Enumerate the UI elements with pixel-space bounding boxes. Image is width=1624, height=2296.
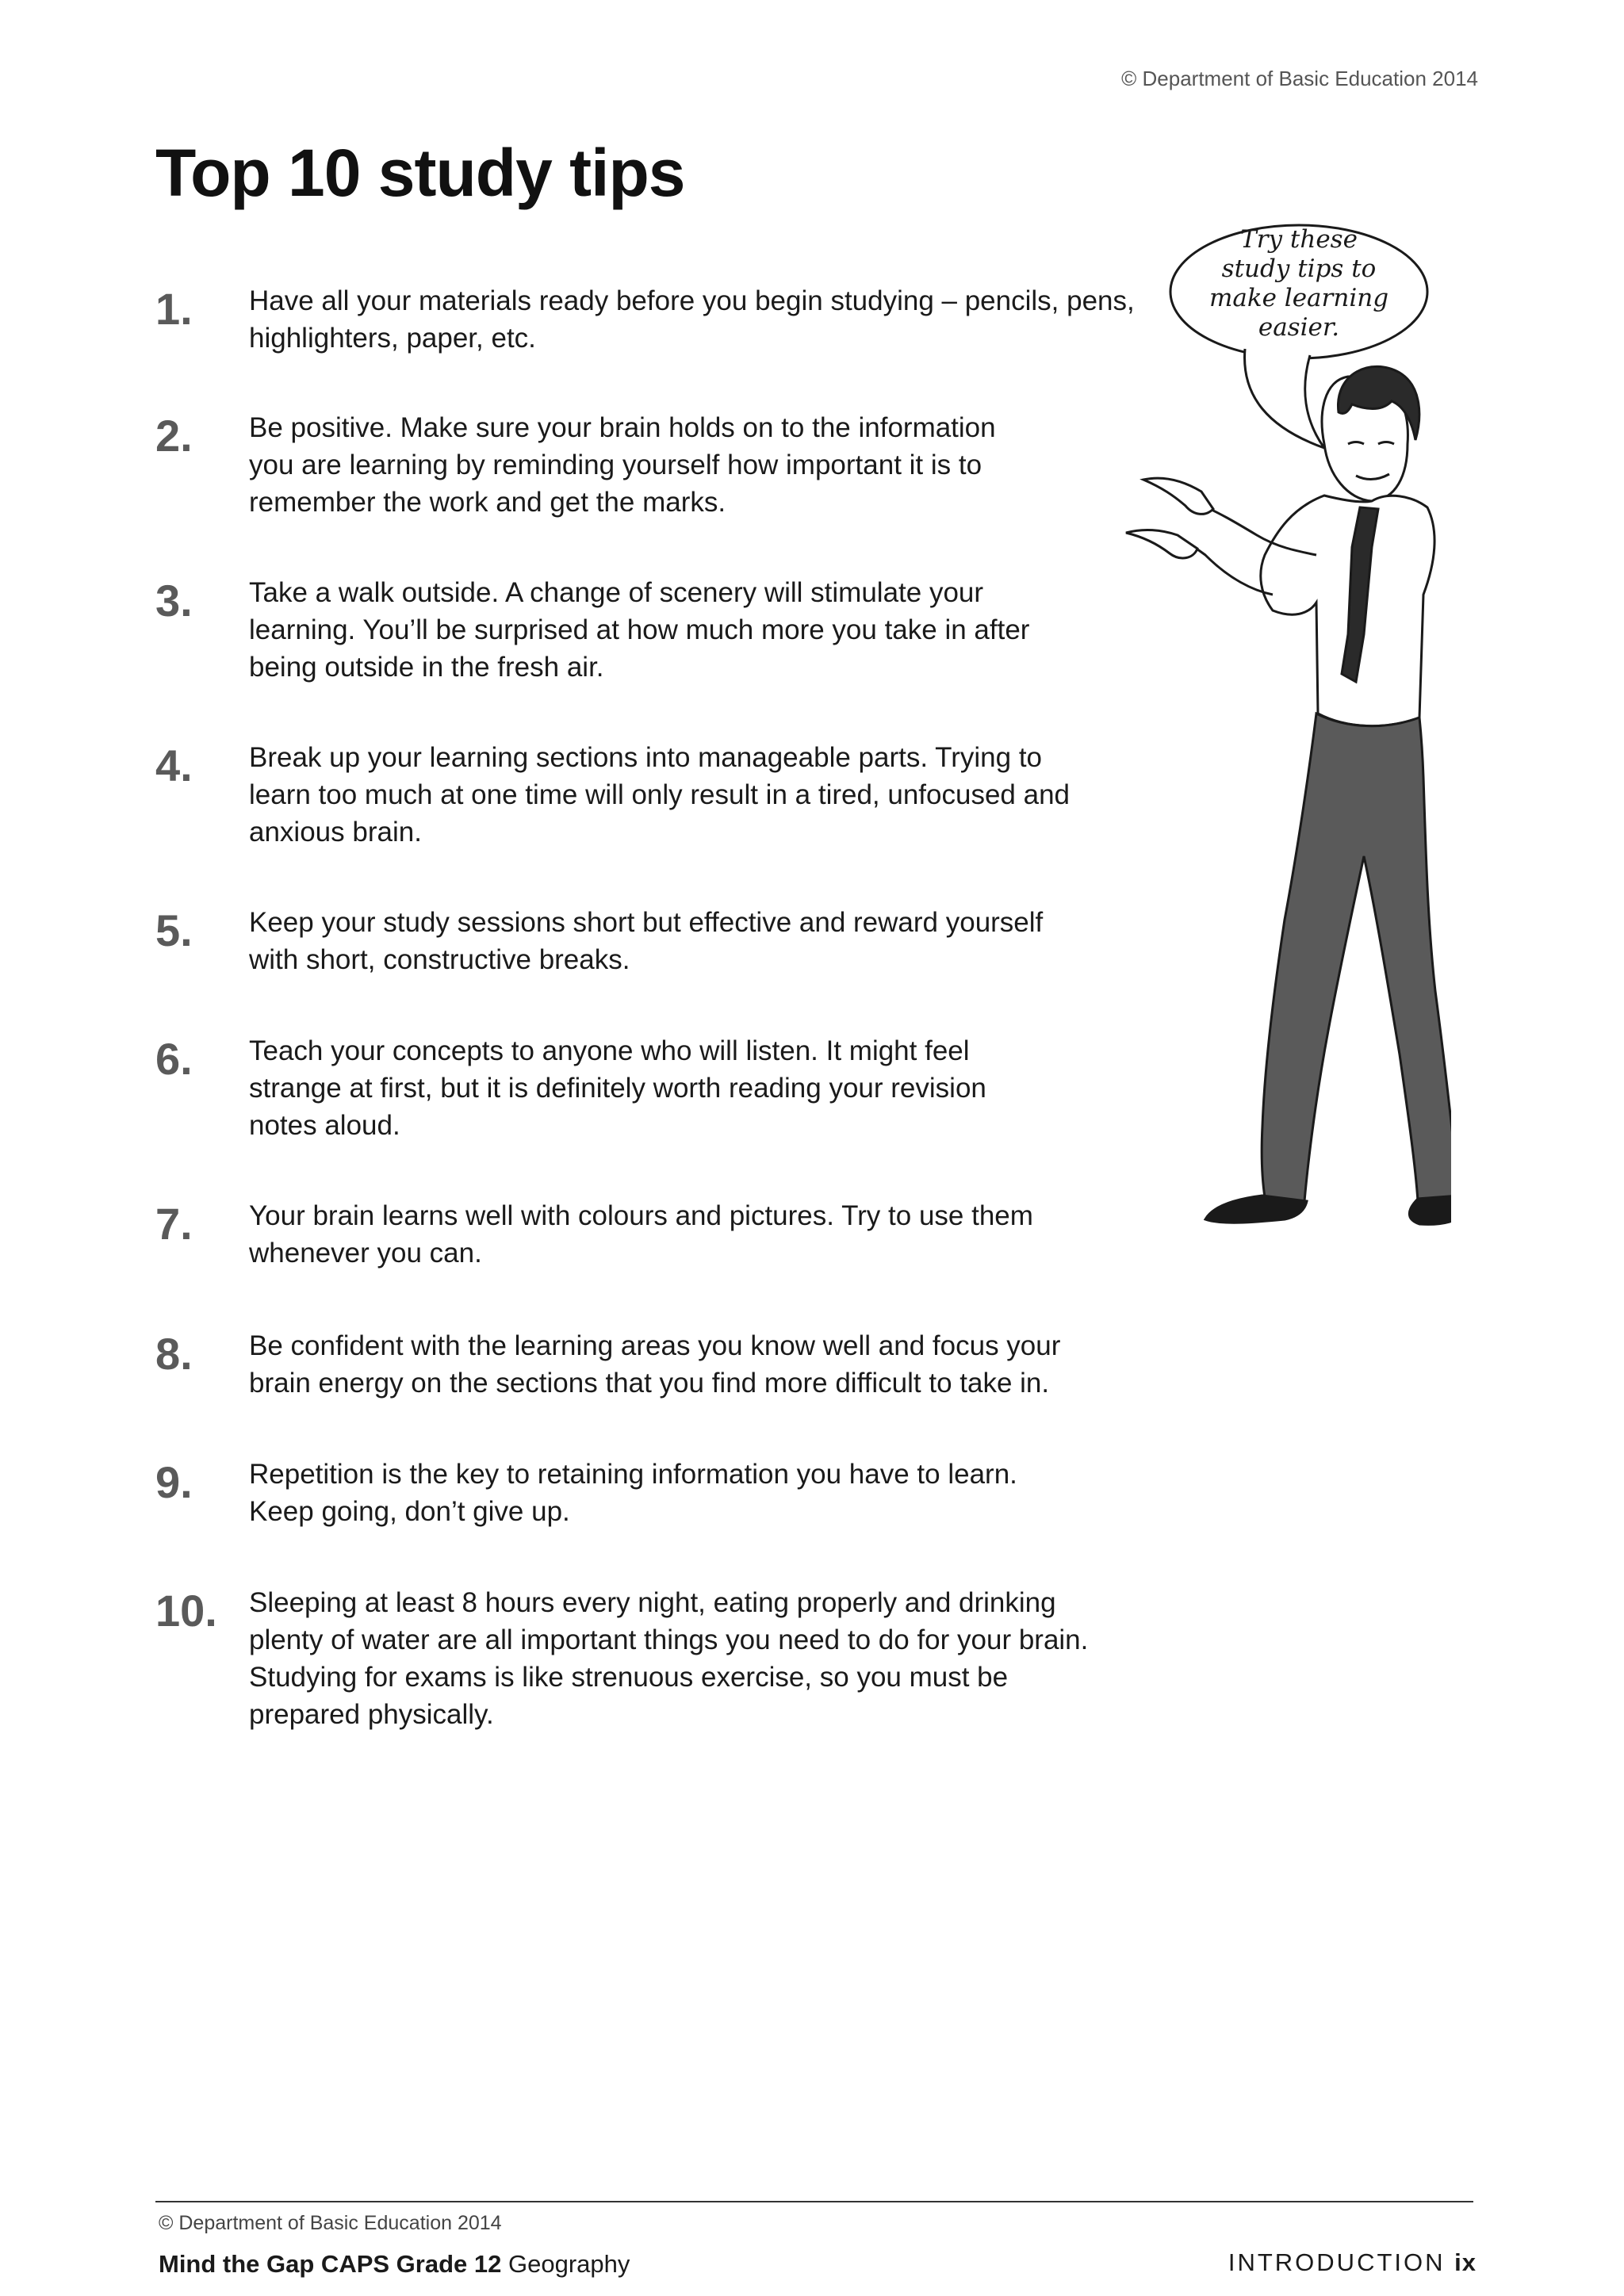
tip-text: Sleeping at least 8 hours every night, eating properly and drinking plenty of water are all important things you need to do for your brain. Studying for exams is like strenuous exercise, so you must be prepared physically. (249, 1587, 1089, 1730)
page-number: ix (1454, 2248, 1477, 2276)
student-hands (1126, 478, 1213, 558)
tip-number: 8. (155, 1329, 193, 1379)
tip-number: 1. (155, 284, 193, 334)
student-illustration (1086, 222, 1451, 1261)
tip-number: 9. (155, 1457, 193, 1507)
speech-line: Try these (1240, 225, 1358, 254)
tip-number: 5. (155, 905, 193, 955)
tip-number: 3. (155, 576, 193, 626)
student-torso (1162, 496, 1434, 726)
tip-text: Be positive. Make sure your brain holds on to the information you are learning by reminding yourself how important it is to remember the work and get the marks. (249, 412, 996, 518)
tip-number: 6. (155, 1034, 193, 1084)
footer-section: INTRODUCTION (1228, 2248, 1446, 2276)
footer-divider (155, 2201, 1473, 2202)
speech-line: easier. (1258, 313, 1340, 342)
page-title: Top 10 study tips (155, 136, 685, 210)
tip-number: 2. (155, 411, 193, 461)
footer-book-subject: Geography (508, 2250, 630, 2278)
tip-text: Your brain learns well with colours and pictures. Try to use them whenever you can. (249, 1200, 1033, 1269)
speech-bubble-text (1172, 225, 1426, 342)
tip-text: Take a walk outside. A change of scenery will stimulate your learning. You’ll be surprised at how much more you take in after being outside in the fresh air. (249, 577, 1030, 683)
header-copyright: © Department of Basic Education 2014 (1121, 67, 1478, 90)
footer-copyright: © Department of Basic Education 2014 (159, 2212, 502, 2234)
student-trousers (1262, 714, 1451, 1201)
student-head (1322, 366, 1419, 501)
tip-text: Be confident with the learning areas you know well and focus your brain energy on the sections that you find more difficult to take in. (249, 1330, 1061, 1399)
footer-page-label (1228, 2248, 1477, 2277)
footer-book-title-main: Mind the Gap CAPS Grade 12 (159, 2250, 502, 2278)
tip-number: 7. (155, 1199, 193, 1249)
tip-number: 10. (155, 1586, 217, 1636)
tip-text: Break up your learning sections into manageable parts. Trying to learn too much at one time will only result in a tired, unfocused and anxious brain. (249, 742, 1071, 848)
speech-line: study tips to (1221, 254, 1377, 283)
student-shoes (1205, 1196, 1451, 1224)
speech-line: make learning (1208, 284, 1389, 312)
footer-book-title (159, 2250, 630, 2279)
tip-text: Repetition is the key to retaining information you have to learn. Keep going, don’t give up. (249, 1459, 1017, 1527)
tip-text: Teach your concepts to anyone who will listen. It might feel strange at first, but it is definitely worth reading your revision notes aloud. (249, 1035, 986, 1141)
tip-number: 4. (155, 740, 193, 790)
tip-text: Keep your study sessions short but effective and reward yourself with short, constructive breaks. (249, 907, 1044, 975)
tip-text: Have all your materials ready before you begin studying – pencils, pens, highlighters, paper, etc. (249, 285, 1135, 354)
